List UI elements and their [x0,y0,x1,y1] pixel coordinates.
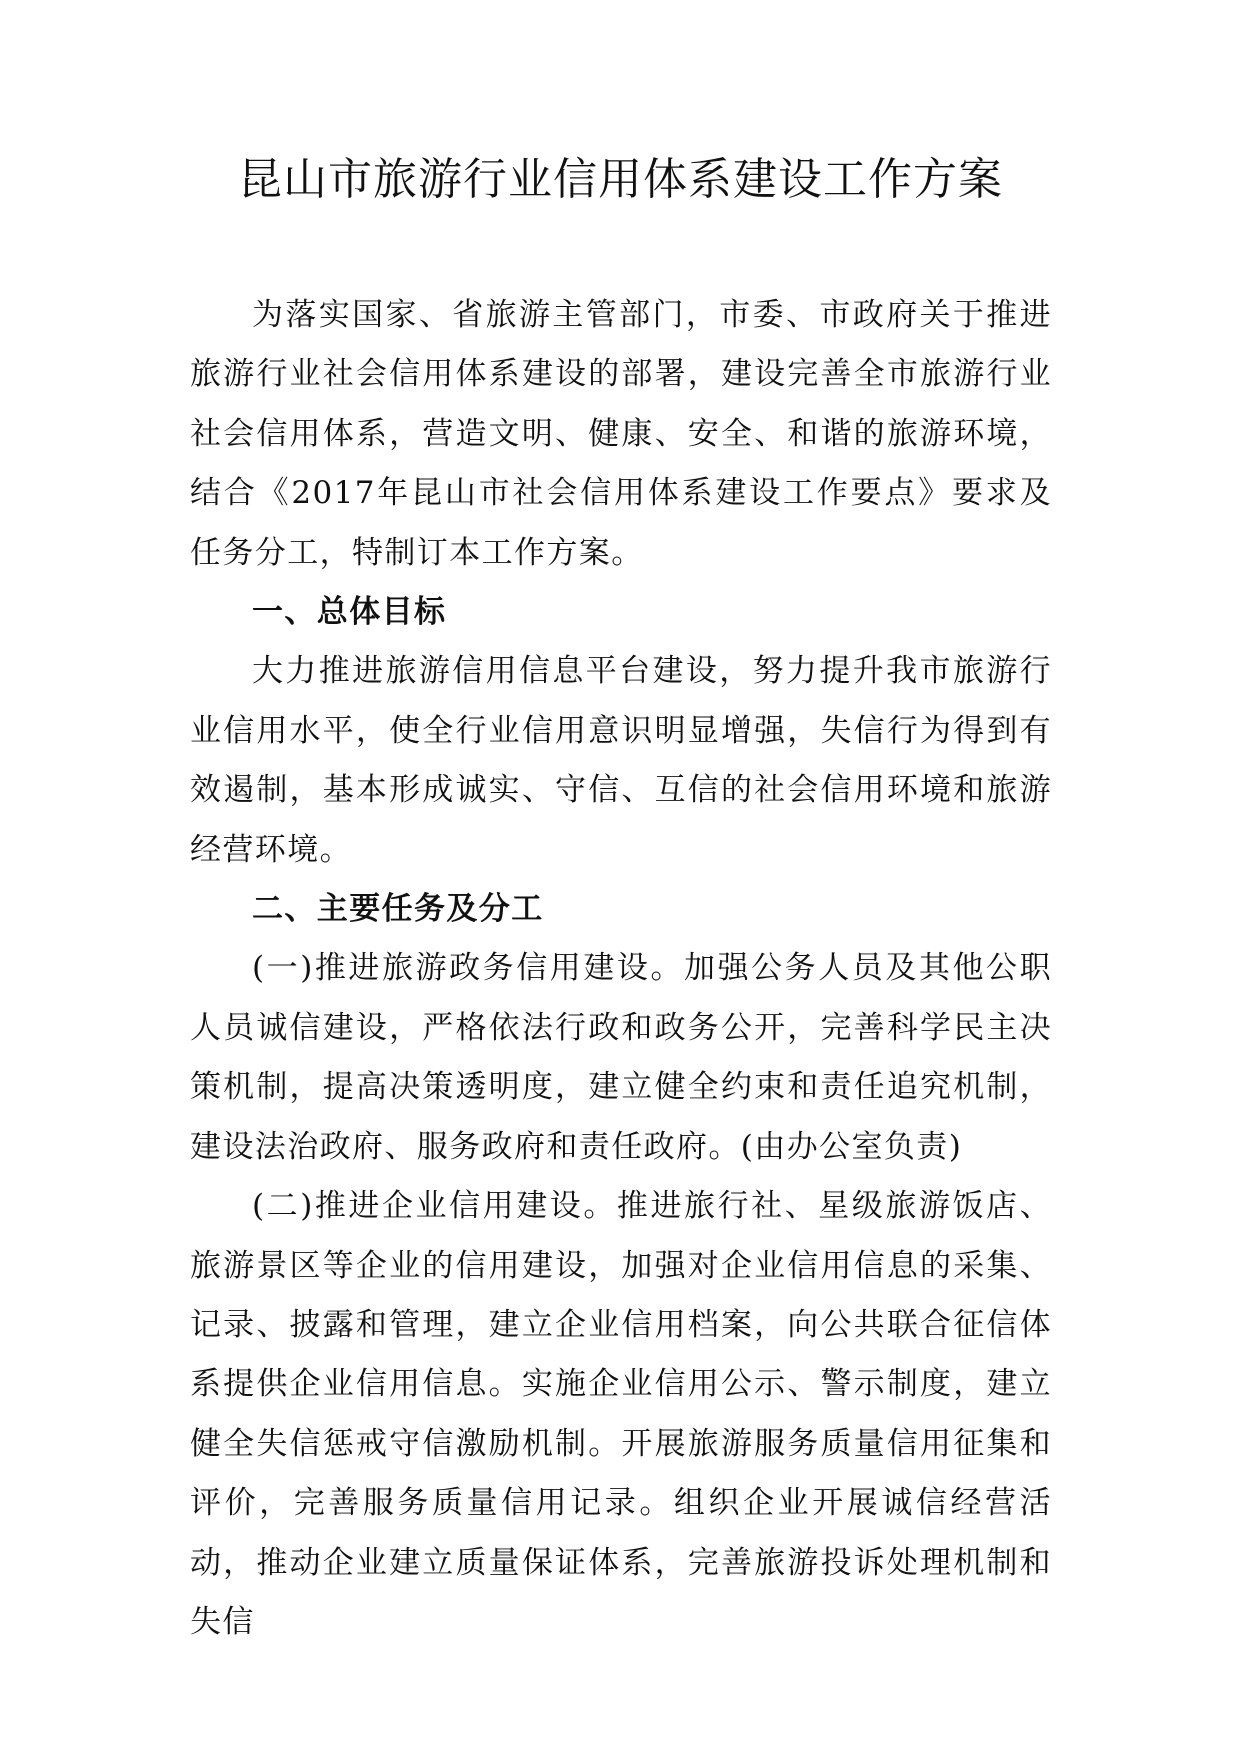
overall-goal-paragraph: 大力推进旅游信用信息平台建设，努力提升我市旅游行业信用水平，使全行业信用意识明显增强，失信行为得到有效遏制，基本形成诚实、守信、互信的社会信用环境和旅游经营环境。 [190,653,1052,868]
task-item-government-credit: (一)推进旅游政务信用建设。加强公务人员及其他公职人员诚信建设，严格依法行政和政务公开，完善科学民主决策机制，提高决策透明度，建立健全约束和责任追究机制，建设法治政府、服务政府和责任政府。(由办公室负责) [190,950,1052,1165]
section-heading-overall-goal: 一、总体目标 [252,594,447,631]
document-title: 昆山市旅游行业信用体系建设工作方案 [238,154,1003,205]
intro-paragraph: 为落实国家、省旅游主管部门，市委、市政府关于推进旅游行业社会信用体系建设的部署，建设完善全市旅游行业社会信用体系，营造文明、健康、安全、和谐的旅游环境，结合《2017年昆山市社会信用体系建设工作要点》要求及任务分工，特制订本工作方案。 [190,297,1052,571]
section-heading-main-tasks: 二、主要任务及分工 [252,891,544,928]
document-body [190,286,1052,1652]
task-item-enterprise-credit: (二)推进企业信用建设。推进旅行社、星级旅游饭店、旅游景区等企业的信用建设，加强对企业信用信息的采集、记录、披露和管理，建立企业信用档案，向公共联合征信体系提供企业信用信息。实施企业信用公示、警示制度，建立健全失信惩戒守信激励机制。开展旅游服务质量信用征集和评价，完善服务质量信用记录。组织企业开展诚信经营活动，推动企业建立质量保证体系，完善旅游投诉处理机制和失信 [190,1188,1052,1640]
